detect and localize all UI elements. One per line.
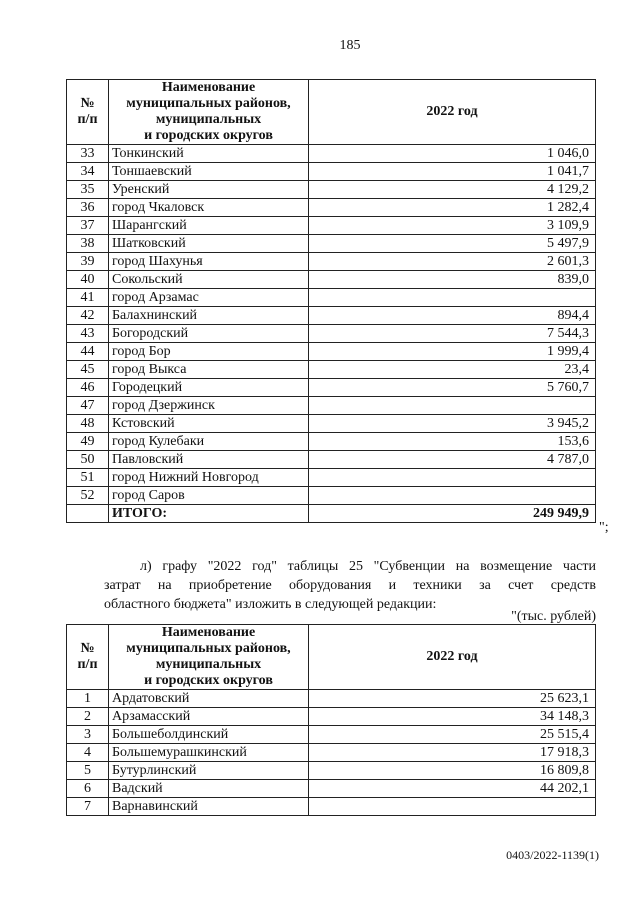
- row-value: 4 129,2: [309, 181, 596, 199]
- municipality-name: Кстовский: [109, 415, 309, 433]
- row-value: [309, 469, 596, 487]
- row-value: 3 945,2: [309, 415, 596, 433]
- table-row: [67, 397, 596, 415]
- closing-quote-mark: ";: [599, 520, 609, 535]
- table-row: [67, 415, 596, 433]
- table-row: [67, 726, 596, 744]
- table-row: [67, 433, 596, 451]
- municipality-name: Балахнинский: [109, 307, 309, 325]
- table-row: [67, 469, 596, 487]
- amendment-paragraph: [104, 557, 596, 614]
- table-row: [67, 163, 596, 181]
- table-row: [67, 307, 596, 325]
- row-number: 3: [67, 726, 109, 744]
- table-row: [67, 199, 596, 217]
- row-value: 153,6: [309, 433, 596, 451]
- municipality-name: город Бор: [109, 343, 309, 361]
- municipality-name: город Выкса: [109, 361, 309, 379]
- table-header-row: [67, 625, 596, 690]
- municipality-name: город Саров: [109, 487, 309, 505]
- row-number: 40: [67, 271, 109, 289]
- row-value: [309, 798, 596, 816]
- table-row: [67, 379, 596, 397]
- column-header-name: Наименование муниципальных районов, муниципальных и городских округов: [109, 80, 309, 145]
- municipality-name: Шатковский: [109, 235, 309, 253]
- column-header-year: 2022 год: [309, 80, 596, 145]
- row-value: 44 202,1: [309, 780, 596, 798]
- row-number: 36: [67, 199, 109, 217]
- row-value: 5 497,9: [309, 235, 596, 253]
- table-row: [67, 217, 596, 235]
- municipality-name: город Чкаловск: [109, 199, 309, 217]
- subsidies-table-continued: [66, 79, 596, 523]
- municipality-name: Ардатовский: [109, 690, 309, 708]
- municipality-name: Павловский: [109, 451, 309, 469]
- row-number: 37: [67, 217, 109, 235]
- table-row: [67, 451, 596, 469]
- row-number: 46: [67, 379, 109, 397]
- table-row: [67, 235, 596, 253]
- row-number: 33: [67, 145, 109, 163]
- row-number: 49: [67, 433, 109, 451]
- municipality-name: Большеболдинский: [109, 726, 309, 744]
- table-row: [67, 145, 596, 163]
- row-number: 2: [67, 708, 109, 726]
- row-number: 44: [67, 343, 109, 361]
- row-value: 7 544,3: [309, 325, 596, 343]
- row-value: 4 787,0: [309, 451, 596, 469]
- municipality-name: город Арзамас: [109, 289, 309, 307]
- row-number: 38: [67, 235, 109, 253]
- table-row: [67, 343, 596, 361]
- row-number: 42: [67, 307, 109, 325]
- municipality-name: город Шахунья: [109, 253, 309, 271]
- paragraph-line-2: затрат на приобретение оборудования и техники за счет средств: [104, 578, 596, 593]
- table-row: [67, 798, 596, 816]
- row-value: 1 046,0: [309, 145, 596, 163]
- table-row: [67, 289, 596, 307]
- table-row: [67, 181, 596, 199]
- municipality-name: Уренский: [109, 181, 309, 199]
- row-value: 17 918,3: [309, 744, 596, 762]
- municipality-name: Тонкинский: [109, 145, 309, 163]
- row-number: 39: [67, 253, 109, 271]
- column-header-name: Наименование муниципальных районов, муниципальных и городских округов: [109, 625, 309, 690]
- row-number: 6: [67, 780, 109, 798]
- row-value: 839,0: [309, 271, 596, 289]
- page-number: 185: [339, 38, 361, 53]
- row-number: 34: [67, 163, 109, 181]
- row-number: 48: [67, 415, 109, 433]
- row-number: 51: [67, 469, 109, 487]
- table-header-row: [67, 80, 596, 145]
- row-number: 5: [67, 762, 109, 780]
- table-row: [67, 690, 596, 708]
- units-label: "(тыс. рублей): [511, 609, 596, 624]
- row-number: 41: [67, 289, 109, 307]
- row-value: 2 601,3: [309, 253, 596, 271]
- column-header-number: № п/п: [67, 625, 109, 690]
- table-row: [67, 780, 596, 798]
- paragraph-line-3: областного бюджета" изложить в следующей редакции:: [104, 597, 437, 612]
- municipality-name: Бутурлинский: [109, 762, 309, 780]
- row-number: 50: [67, 451, 109, 469]
- row-value: 34 148,3: [309, 708, 596, 726]
- row-value: 1 282,4: [309, 199, 596, 217]
- row-value: 16 809,8: [309, 762, 596, 780]
- row-value: 894,4: [309, 307, 596, 325]
- paragraph-line-1: л) графу "2022 год" таблицы 25 "Субвенции на возмещение части: [140, 559, 596, 574]
- row-value: [309, 289, 596, 307]
- municipality-name: Богородский: [109, 325, 309, 343]
- municipality-name: Вадский: [109, 780, 309, 798]
- table-row: [67, 487, 596, 505]
- column-header-number: № п/п: [67, 80, 109, 145]
- row-number: 35: [67, 181, 109, 199]
- table-row: [67, 325, 596, 343]
- total-row: [67, 505, 596, 523]
- row-value: [309, 487, 596, 505]
- municipality-name: город Нижний Новгород: [109, 469, 309, 487]
- municipality-name: Сокольский: [109, 271, 309, 289]
- municipality-name: город Дзержинск: [109, 397, 309, 415]
- row-number: 43: [67, 325, 109, 343]
- municipality-name: Городецкий: [109, 379, 309, 397]
- document-code: 0403/2022-1139(1): [506, 848, 599, 862]
- municipality-name: город Кулебаки: [109, 433, 309, 451]
- row-number: 7: [67, 798, 109, 816]
- table-row: [67, 762, 596, 780]
- municipality-name: Арзамасский: [109, 708, 309, 726]
- row-number: 45: [67, 361, 109, 379]
- row-number: 47: [67, 397, 109, 415]
- row-value: 3 109,9: [309, 217, 596, 235]
- table-row: [67, 361, 596, 379]
- total-label: ИТОГО:: [109, 505, 309, 523]
- table-row: [67, 253, 596, 271]
- municipality-name: Варнавинский: [109, 798, 309, 816]
- row-value: 1 999,4: [309, 343, 596, 361]
- row-value: 25 515,4: [309, 726, 596, 744]
- row-value: 5 760,7: [309, 379, 596, 397]
- row-value: 1 041,7: [309, 163, 596, 181]
- municipality-name: Тоншаевский: [109, 163, 309, 181]
- row-value: [309, 397, 596, 415]
- subsidies-table-25: [66, 624, 596, 816]
- municipality-name: Большемурашкинский: [109, 744, 309, 762]
- total-value: 249 949,9: [309, 505, 596, 523]
- row-value: 25 623,1: [309, 690, 596, 708]
- total-number-cell: [67, 505, 109, 523]
- column-header-year: 2022 год: [309, 625, 596, 690]
- table-row: [67, 708, 596, 726]
- municipality-name: Шарангский: [109, 217, 309, 235]
- row-value: 23,4: [309, 361, 596, 379]
- table-row: [67, 271, 596, 289]
- row-number: 4: [67, 744, 109, 762]
- row-number: 1: [67, 690, 109, 708]
- table-row: [67, 744, 596, 762]
- row-number: 52: [67, 487, 109, 505]
